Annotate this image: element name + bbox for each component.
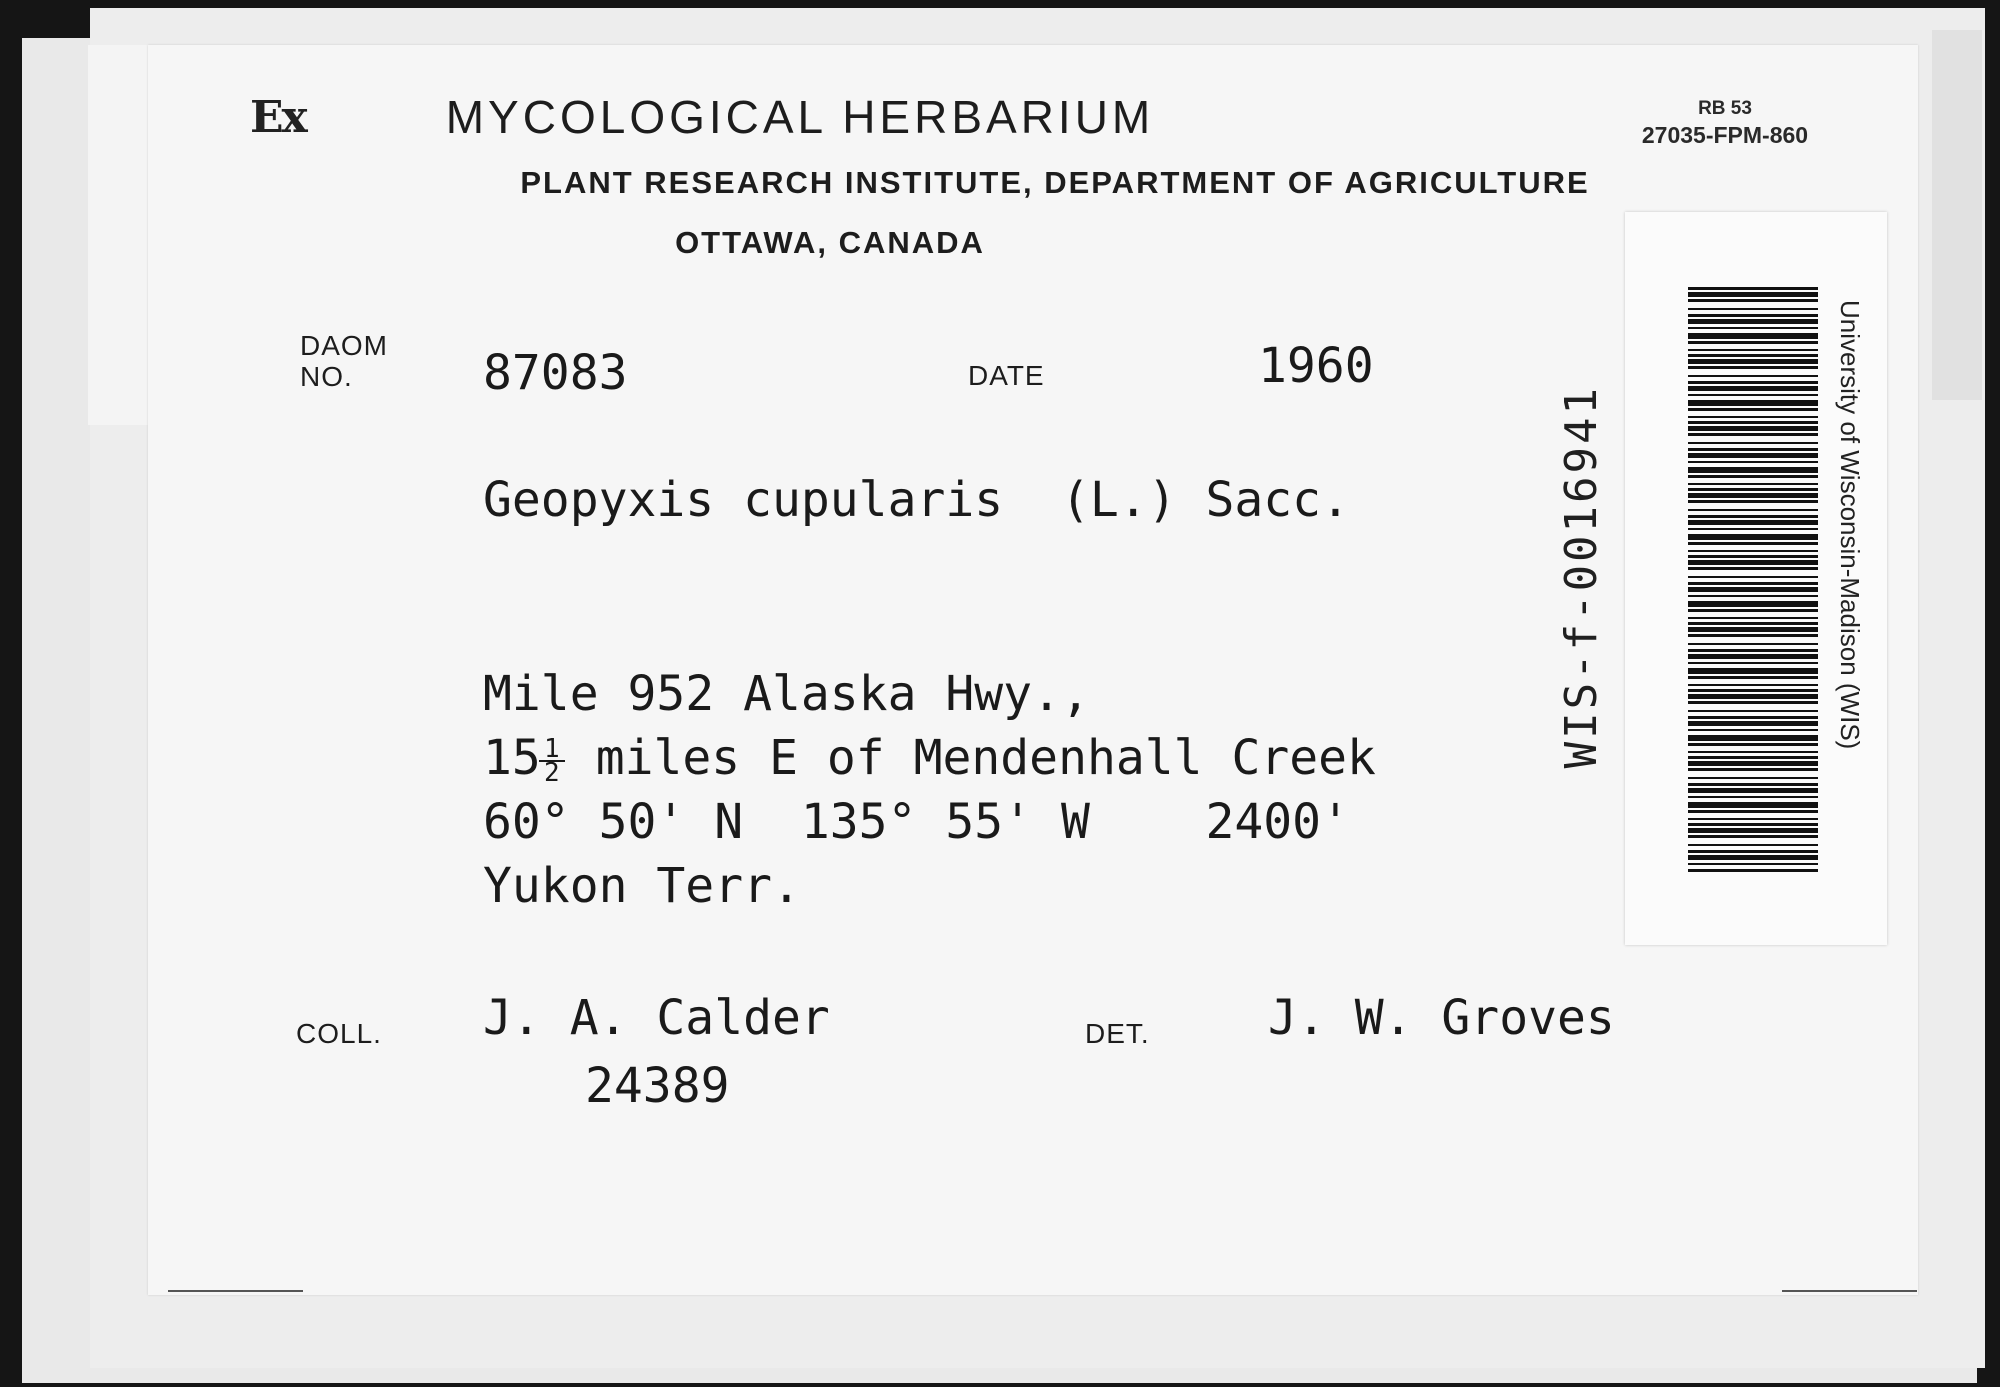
half-fraction: $\frac{1}{2}$	[539, 738, 565, 784]
collection-year: 1960	[1258, 338, 1374, 394]
taxon-name: Geopyxis cupularis (L.) Sacc.	[483, 472, 1350, 528]
label-rule-left	[168, 1290, 303, 1292]
date-caption: DATE	[968, 360, 1045, 391]
envelope-flap-right	[1932, 30, 1982, 400]
city-line: OTTAWA, CANADA	[675, 225, 985, 260]
locality-line-2-text: miles E of Mendenhall Creek	[566, 730, 1376, 786]
catalog-number: WIS-f-0016941	[1556, 385, 1607, 769]
locality-miles-whole: 15	[483, 730, 541, 786]
print-ref-line2: 27035-FPM-860	[1641, 122, 1809, 148]
accession-number: 87083	[483, 345, 628, 401]
locality-line-2	[483, 726, 1376, 790]
institute-line: PLANT RESEARCH INSTITUTE, DEPARTMENT OF AGRICULTURE	[520, 165, 1590, 200]
ex-stamp: Ex	[250, 92, 306, 143]
print-ref-line1: RB 53	[1698, 98, 1752, 119]
institution-name: University of Wisconsin-Madison (WIS)	[1835, 300, 1865, 750]
determiner-name: J. W. Groves	[1268, 990, 1615, 1046]
herbarium-title: MYCOLOGICAL HERBARIUM	[445, 91, 1155, 143]
locality-line-1: Mile 952 Alaska Hwy.,	[483, 666, 1090, 722]
collector-number: 24389	[585, 1058, 730, 1114]
daom-caption-line2: NO.	[300, 361, 353, 392]
barcode-icon	[1688, 287, 1818, 872]
determiner-caption: DET.	[1085, 1018, 1150, 1049]
collector-name: J. A. Calder	[483, 990, 830, 1046]
collector-caption: COLL.	[296, 1018, 382, 1049]
locality-line-3: 60° 50' N 135° 55' W 2400'	[483, 794, 1350, 850]
daom-number-caption	[300, 330, 388, 392]
locality-line-4: Yukon Terr.	[483, 858, 801, 914]
label-rule-right	[1782, 1290, 1917, 1292]
daom-caption-line1: DAOM	[300, 330, 388, 361]
